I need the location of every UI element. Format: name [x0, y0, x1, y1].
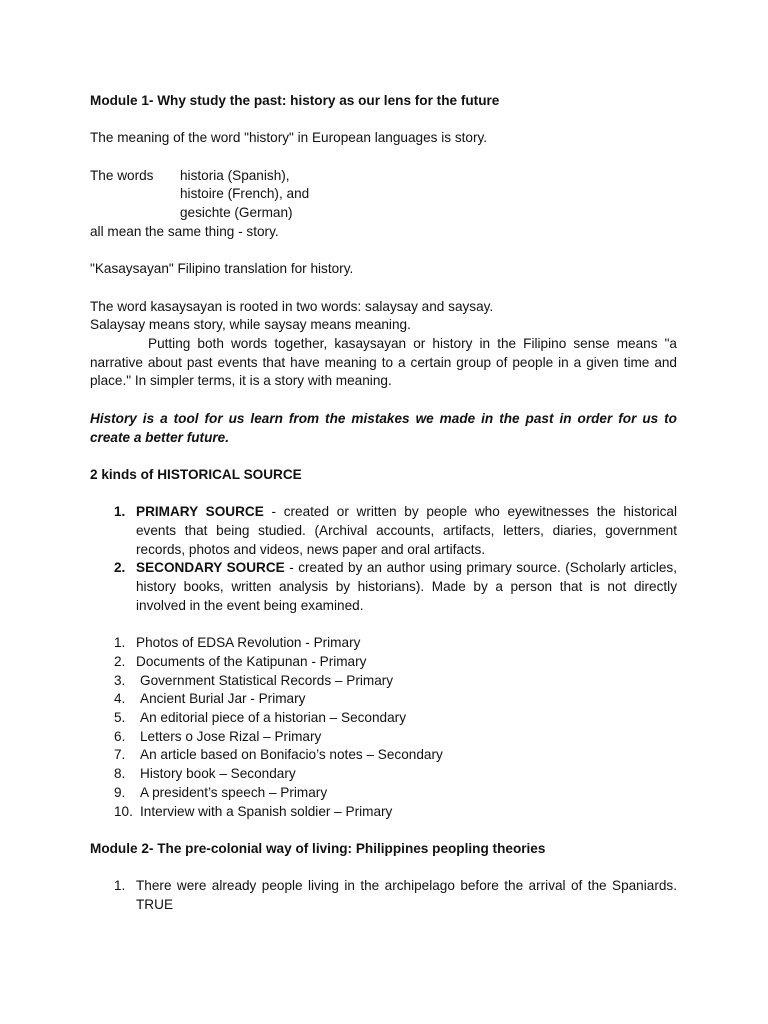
words-conclusion: all mean the same thing - story. — [90, 223, 279, 239]
list-number: 9. — [114, 784, 126, 800]
list-number: 10. — [114, 803, 133, 819]
list-number: 3. — [114, 672, 126, 688]
word-french: histoire (French), and — [180, 186, 310, 202]
list-number: 7. — [114, 747, 126, 763]
list-text: Interview with a Spanish soldier – Primary — [140, 803, 393, 819]
list-text: A president’s speech – Primary — [140, 784, 328, 800]
kasaysayan-rooted: The word kasaysayan is rooted in two words: salaysay and saysay. — [90, 298, 494, 314]
list-text: An editorial piece of a historian – Secondary — [140, 710, 406, 726]
document-content — [90, 92, 677, 915]
list-item — [90, 765, 677, 784]
list-number: 1. — [114, 878, 126, 894]
module1-title: Module 1- Why study the past: history as our lens for the future — [90, 93, 500, 108]
list-number: 8. — [114, 766, 126, 782]
words-block — [90, 167, 677, 223]
history-tool-statement: History is a tool for us learn from the mistakes we made in the past in order for us to create a better future. — [90, 410, 677, 445]
list-text: History book – Secondary — [140, 766, 296, 782]
source-term-secondary: SECONDARY SOURCE — [136, 560, 285, 576]
list-item — [90, 559, 677, 615]
words-label: The words — [90, 167, 154, 183]
module2-list — [90, 877, 677, 914]
word-spanish: historia (Spanish), — [180, 167, 290, 183]
words-list — [180, 167, 677, 223]
source-kinds-list — [90, 503, 677, 615]
list-item — [90, 877, 677, 914]
source-term-primary: PRIMARY SOURCE — [136, 504, 264, 520]
kasaysayan-translation: "Kasaysayan" Filipino translation for history. — [90, 261, 354, 277]
list-item — [90, 709, 677, 728]
list-item — [90, 784, 677, 803]
salaysay-meaning: Salaysay means story, while saysay means meaning. — [90, 317, 411, 333]
history-meaning: The meaning of the word "history" in European languages is story. — [90, 130, 488, 146]
list-number: 1. — [114, 504, 126, 520]
list-item — [90, 690, 677, 709]
list-number: 1. — [114, 635, 126, 651]
list-item — [90, 653, 677, 672]
list-text: Documents of the Katipunan - Primary — [136, 653, 367, 669]
list-text: An article based on Bonifacio’s notes – Secondary — [140, 747, 443, 763]
list-text: Government Statistical Records – Primary — [140, 672, 394, 688]
list-text: There were already people living in the archipelago before the arrival of the Spaniards. TRUE — [136, 878, 677, 913]
putting-together-paragraph: Putting both words together, kasaysayan or history in the Filipino sense means "a narrative about past events that have meaning to a certain group of people in a given time and place." In simpler terms, it is a story with meaning. — [90, 336, 677, 389]
list-item — [90, 728, 677, 747]
source-desc-primary: - created or written by people who eyewitnesses the historical events that being studied. (Archival accounts, artifacts, letters, diaries, government records, photos and videos, news paper and oral artifacts. — [136, 504, 678, 557]
list-item — [90, 746, 677, 765]
list-item — [90, 803, 677, 822]
list-text: Ancient Burial Jar - Primary — [140, 691, 306, 707]
list-number: 2. — [114, 560, 126, 576]
list-text: Photos of EDSA Revolution - Primary — [136, 635, 361, 651]
list-text: Letters o Jose Rizal – Primary — [140, 728, 322, 744]
list-item — [90, 503, 677, 559]
kinds-heading: 2 kinds of HISTORICAL SOURCE — [90, 466, 302, 482]
word-german: gesichte (German) — [180, 205, 293, 221]
source-desc-secondary: - created by an author using primary source. (Scholarly articles, history books, written analysis by historians). Made by a person that is not directly involved in the event being examined. — [136, 560, 677, 613]
module2-title: Module 2- The pre-colonial way of living: Philippines peopling theories — [90, 840, 546, 856]
examples-list — [90, 634, 677, 821]
list-number: 4. — [114, 691, 126, 707]
list-item — [90, 634, 677, 653]
list-number: 2. — [114, 653, 126, 669]
list-number: 6. — [114, 728, 126, 744]
list-item — [90, 672, 677, 691]
list-number: 5. — [114, 710, 126, 726]
